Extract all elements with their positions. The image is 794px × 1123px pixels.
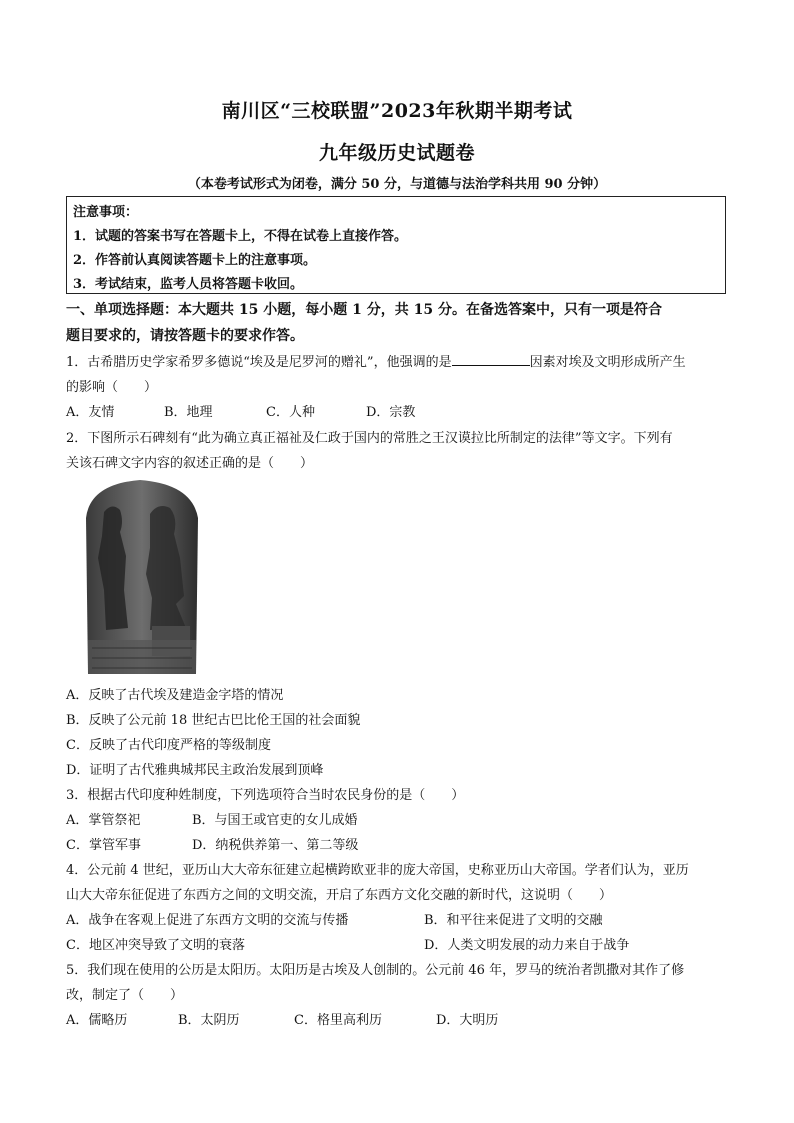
question-5-option-a: A．儒略历 xyxy=(66,1013,128,1028)
question-1-option-a: A．友情 xyxy=(66,405,115,420)
question-5-stem-end: 改，制定了（ ） xyxy=(66,988,184,1003)
section-heading-line1: 一、单项选择题：本大题共 15 小题，每小题 1 分，共 15 分。在备选答案中，只有一项是符合 xyxy=(66,302,662,318)
exam-instructions-subtitle: （本卷考试形式为闭卷，满分 50 分，与道德与法治学科共用 90 分钟） xyxy=(187,177,607,192)
question-1-stem-part-b: 因素对埃及文明形成所产生 xyxy=(529,355,686,370)
question-4-stem: 4．公元前 4 世纪，亚历山大大帝东征建立起横跨欧亚非的庞大帝国，史称亚历山大帝国。学者们认为，亚历 xyxy=(66,863,689,878)
question-3-stem: 3．根据古代印度种姓制度，下列选项符合当时农民身份的是（ ） xyxy=(66,788,465,803)
question-3-option-b: B．与国王或官吏的女儿成婚 xyxy=(192,813,358,828)
question-1-option-c: C．人种 xyxy=(266,405,315,420)
question-4-option-b: B．和平往来促进了文明的交融 xyxy=(424,913,603,928)
notice-box xyxy=(66,196,726,294)
question-1-option-b: B．地理 xyxy=(164,405,213,420)
question-2-option-a: A．反映了古代埃及建造金字塔的情况 xyxy=(66,688,284,703)
stele-image xyxy=(80,478,202,674)
question-4-option-a: A．战争在客观上促进了东西方文明的交流与传播 xyxy=(66,913,349,928)
notice-item: 2．作答前认真阅读答题卡上的注意事项。 xyxy=(73,253,317,268)
question-2-option-c: C．反映了古代印度严格的等级制度 xyxy=(66,738,271,753)
question-3-option-c: C．掌管军事 xyxy=(66,838,141,853)
question-1-stem-end: 的影响（ ） xyxy=(66,380,158,395)
answer-blank xyxy=(452,353,530,366)
question-5-option-d: D．大明历 xyxy=(436,1013,499,1028)
question-1-stem xyxy=(66,351,686,370)
question-3-option-d: D．纳税供养第一、第二等级 xyxy=(192,838,359,853)
question-2-option-b: B．反映了公元前 18 世纪古巴比伦王国的社会面貌 xyxy=(66,713,361,728)
notice-item: 3．考试结束，监考人员将答题卡收回。 xyxy=(73,277,304,292)
question-2-stem-end: 关该石碑文字内容的叙述正确的是（ ） xyxy=(66,456,314,471)
question-1-option-d: D．宗教 xyxy=(366,405,416,420)
notice-item: 1．试题的答案书写在答题卡上，不得在试卷上直接作答。 xyxy=(73,229,408,244)
notice-heading: 注意事项： xyxy=(73,205,139,220)
section-heading-line2: 题目要求的，请按答题卡的要求作答。 xyxy=(66,328,304,344)
question-3-option-a: A．掌管祭祀 xyxy=(66,813,141,828)
question-4-option-c: C．地区冲突导致了文明的衰落 xyxy=(66,938,245,953)
question-5-option-b: B．太阴历 xyxy=(178,1013,240,1028)
question-1-stem-part-a: 1．古希腊历史学家希罗多德说“埃及是尼罗河的赠礼”，他强调的是 xyxy=(66,355,452,370)
question-5-stem: 5．我们现在使用的公历是太阳历。太阳历是古埃及人创制的。公元前 46 年，罗马的统治者凯撒对其作了修 xyxy=(66,963,685,978)
question-4-stem-end: 山大大帝东征促进了东西方之间的文明交流，开启了东西方文化交融的新时代，这说明（ ） xyxy=(66,888,613,903)
question-4-option-d: D．人类文明发展的动力来自于战争 xyxy=(424,938,630,953)
exam-subject-title: 九年级历史试题卷 xyxy=(318,142,475,164)
question-2-option-d: D．证明了古代雅典城邦民主政治发展到顶峰 xyxy=(66,763,324,778)
question-2-stem: 2．下图所示石碑刻有“此为确立真正福祉及仁政于国内的常胜之王汉谟拉比所制定的法律”等文字。下列有 xyxy=(66,431,673,446)
exam-title: 南川区“三校联盟”2023年秋期半期考试 xyxy=(221,100,573,122)
question-5-option-c: C．格里高利历 xyxy=(294,1013,382,1028)
